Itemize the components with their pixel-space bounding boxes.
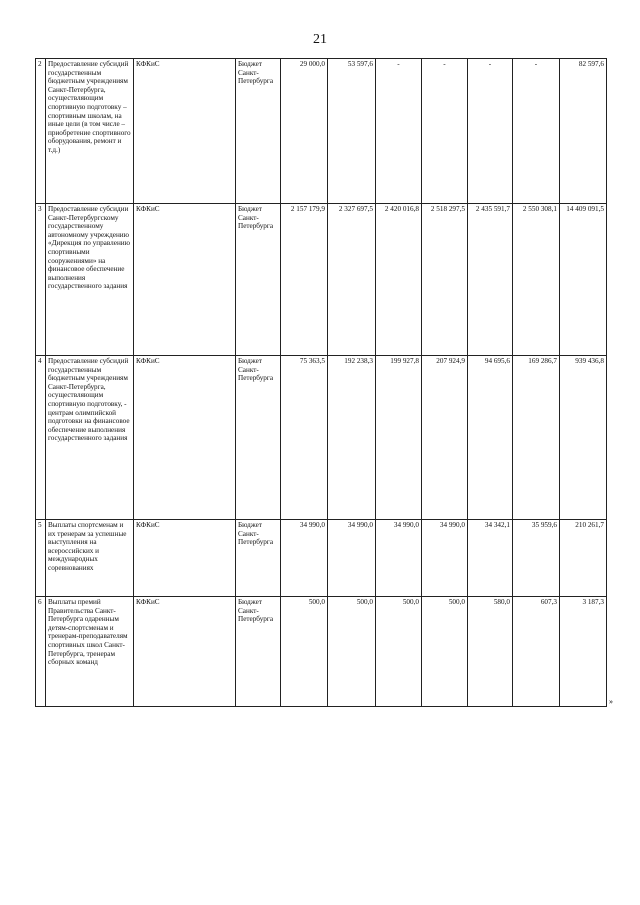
row-value: - [422, 59, 468, 204]
row-value: - [468, 59, 513, 204]
row-value: 34 990,0 [328, 520, 376, 597]
row-executor: КФКиС [134, 520, 236, 597]
row-value: 2 550 308,1 [513, 204, 560, 356]
row-executor: КФКиС [134, 356, 236, 520]
row-source: Бюджет Санкт-Петербурга [236, 597, 281, 707]
page-number: 21 [313, 32, 327, 47]
row-description: Предоставление субсидий государственным бюджетным учреждениям Санкт-Петербурга, осуществляющим спортивную подготовку, - центрам олимпийской подготовки на финансовое обеспечение выполнения государственного задания [46, 356, 134, 520]
row-total: 210 261,7 [560, 520, 607, 597]
row-value: 169 286,7 [513, 356, 560, 520]
row-index: 6 [36, 597, 46, 707]
row-description: Выплаты премий Правительства Санкт-Петербурга одаренным детям-спортсменам и тренерам-преподавателям спортивных школ Санкт-Петербурга, тренерам сборных команд [46, 597, 134, 707]
row-value: 192 238,3 [328, 356, 376, 520]
row-value: 199 927,8 [376, 356, 422, 520]
row-value: 2 420 016,8 [376, 204, 422, 356]
row-value: 500,0 [281, 597, 328, 707]
row-value: 2 518 297,5 [422, 204, 468, 356]
table-row [36, 204, 607, 356]
row-index: 3 [36, 204, 46, 356]
budget-table [35, 58, 607, 707]
row-source: Бюджет Санкт-Петербурга [236, 204, 281, 356]
row-description: Предоставление субсидии Санкт-Петербургскому государственному автономному учреждению «Дирекция по управлению спортивными сооружениями» на финансовое обеспечение выполнения государственного задания [46, 204, 134, 356]
row-value: 34 990,0 [376, 520, 422, 597]
footnote-mark: » [609, 697, 613, 706]
table-row [36, 520, 607, 597]
row-description: Предоставление субсидий государственным бюджетным учреждениям Санкт-Петербурга, осуществляющим спортивную подготовку – спортивным школам, на иные цели (в том числе – приобретение спортивного оборудования, ремонт и т.д.) [46, 59, 134, 204]
row-source: Бюджет Санкт-Петербурга [236, 520, 281, 597]
row-executor: КФКиС [134, 204, 236, 356]
row-value: - [376, 59, 422, 204]
row-total: 3 187,3 [560, 597, 607, 707]
row-value: 580,0 [468, 597, 513, 707]
row-index: 4 [36, 356, 46, 520]
row-value: 2 327 697,5 [328, 204, 376, 356]
row-value: 34 342,1 [468, 520, 513, 597]
row-value: 500,0 [422, 597, 468, 707]
row-value: 94 695,6 [468, 356, 513, 520]
row-value: - [513, 59, 560, 204]
row-value: 2 157 179,9 [281, 204, 328, 356]
row-value: 34 990,0 [422, 520, 468, 597]
row-value: 35 959,6 [513, 520, 560, 597]
row-value: 75 363,5 [281, 356, 328, 520]
row-value: 2 435 591,7 [468, 204, 513, 356]
table-row [36, 59, 607, 204]
row-value: 607,3 [513, 597, 560, 707]
row-source: Бюджет Санкт-Петербурга [236, 356, 281, 520]
row-total: 14 409 091,5 [560, 204, 607, 356]
row-value: 34 990,0 [281, 520, 328, 597]
row-executor: КФКиС [134, 597, 236, 707]
row-value: 29 000,0 [281, 59, 328, 204]
row-value: 53 597,6 [328, 59, 376, 204]
table-row [36, 597, 607, 707]
row-value: 500,0 [328, 597, 376, 707]
row-total: 82 597,6 [560, 59, 607, 204]
row-index: 2 [36, 59, 46, 204]
row-source: Бюджет Санкт-Петербурга [236, 59, 281, 204]
row-description: Выплаты спортсменам и их тренерам за успешные выступления на всероссийских и международных соревнованиях [46, 520, 134, 597]
table-row [36, 356, 607, 520]
row-index: 5 [36, 520, 46, 597]
row-value: 500,0 [376, 597, 422, 707]
row-executor: КФКиС [134, 59, 236, 204]
row-total: 939 436,8 [560, 356, 607, 520]
row-value: 207 924,9 [422, 356, 468, 520]
